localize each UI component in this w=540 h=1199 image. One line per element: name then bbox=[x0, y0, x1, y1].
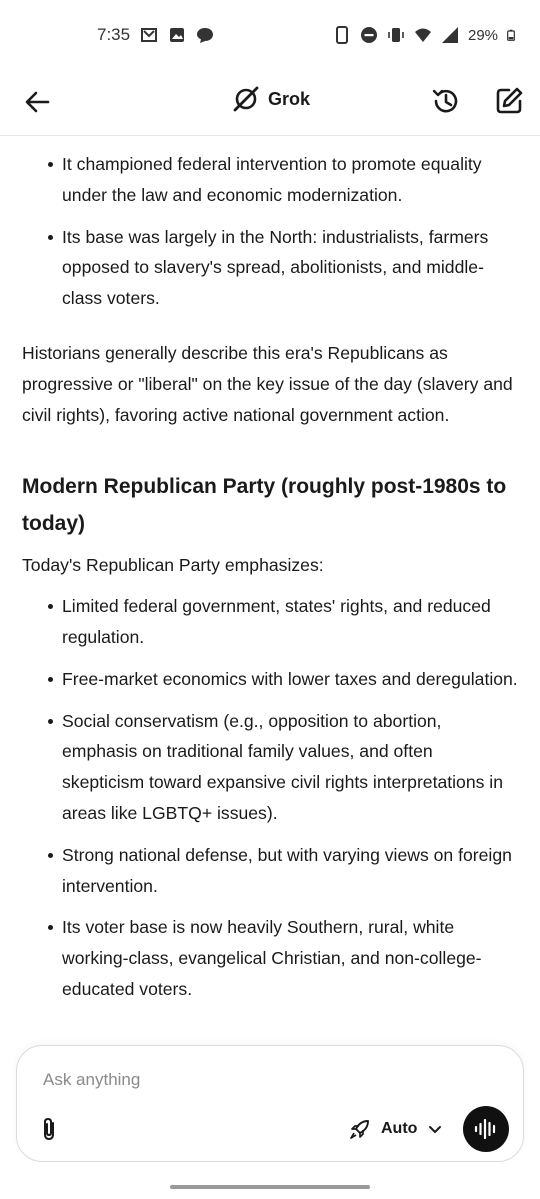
composer bbox=[16, 1045, 524, 1162]
history-button[interactable] bbox=[430, 85, 462, 117]
list-item: Its base was largely in the North: industrialists, farmers opposed to slavery's spread, abolitionists, and middle-class voters. bbox=[62, 222, 518, 314]
rocket-icon bbox=[349, 1118, 371, 1140]
home-indicator[interactable] bbox=[170, 1185, 370, 1189]
grok-logo-icon bbox=[232, 85, 260, 113]
modern-bullet-list bbox=[0, 591, 540, 1005]
chevron-down-icon bbox=[427, 1121, 443, 1137]
image-notification-icon bbox=[168, 26, 186, 44]
chat-response bbox=[0, 137, 540, 1047]
vibrate-icon bbox=[387, 26, 405, 44]
paragraph: Historians generally describe this era's Republicans as progressive or "liberal" on the key issue of the day (slavery and civil rights), favoring active national government action. bbox=[22, 342, 513, 425]
mail-notification-icon bbox=[140, 26, 158, 44]
paragraph: Today's Republican Party emphasizes: bbox=[22, 555, 324, 576]
list-item: It championed federal intervention to promote equality under the law and economic modernization. bbox=[62, 149, 518, 211]
mode-selector[interactable] bbox=[349, 1114, 443, 1144]
status-bar bbox=[0, 0, 540, 72]
section-heading: Modern Republican Party (roughly post-1980s to today) bbox=[22, 475, 507, 536]
ask-input[interactable] bbox=[43, 1066, 483, 1094]
app-name: Grok bbox=[268, 88, 311, 109]
back-button[interactable] bbox=[22, 86, 54, 118]
notification-icons bbox=[140, 26, 214, 44]
waveform-icon bbox=[473, 1118, 499, 1140]
new-chat-button[interactable] bbox=[493, 85, 525, 117]
system-icons bbox=[333, 26, 519, 44]
phone-icon bbox=[333, 26, 351, 44]
signal-icon bbox=[441, 26, 459, 44]
mode-label: Auto bbox=[381, 1120, 418, 1137]
list-item: Its voter base is now heavily Southern, rural, white working-class, evangelical Christian, and non-college-educated voters. bbox=[62, 912, 518, 1004]
list-item: Free-market economics with lower taxes and deregulation. bbox=[62, 664, 518, 695]
do-not-disturb-icon bbox=[360, 26, 378, 44]
battery-percent: 29% bbox=[468, 26, 499, 44]
voice-button[interactable] bbox=[463, 1106, 509, 1152]
brand bbox=[232, 85, 310, 113]
status-time: 7:35 bbox=[97, 25, 131, 44]
attach-button[interactable] bbox=[37, 1116, 63, 1142]
wifi-icon bbox=[414, 26, 432, 44]
list-item: Social conservatism (e.g., opposition to abortion, emphasis on traditional family values, and often skepticism toward expansive civil rights interpretations in areas like LGBTQ+ issues). bbox=[62, 706, 518, 829]
top-bullet-list bbox=[0, 149, 540, 314]
battery-icon bbox=[507, 26, 519, 44]
app-header bbox=[0, 72, 540, 136]
list-item: Limited federal government, states' rights, and reduced regulation. bbox=[62, 591, 518, 653]
chat-notification-icon bbox=[196, 26, 214, 44]
list-item: Strong national defense, but with varying views on foreign intervention. bbox=[62, 840, 518, 902]
